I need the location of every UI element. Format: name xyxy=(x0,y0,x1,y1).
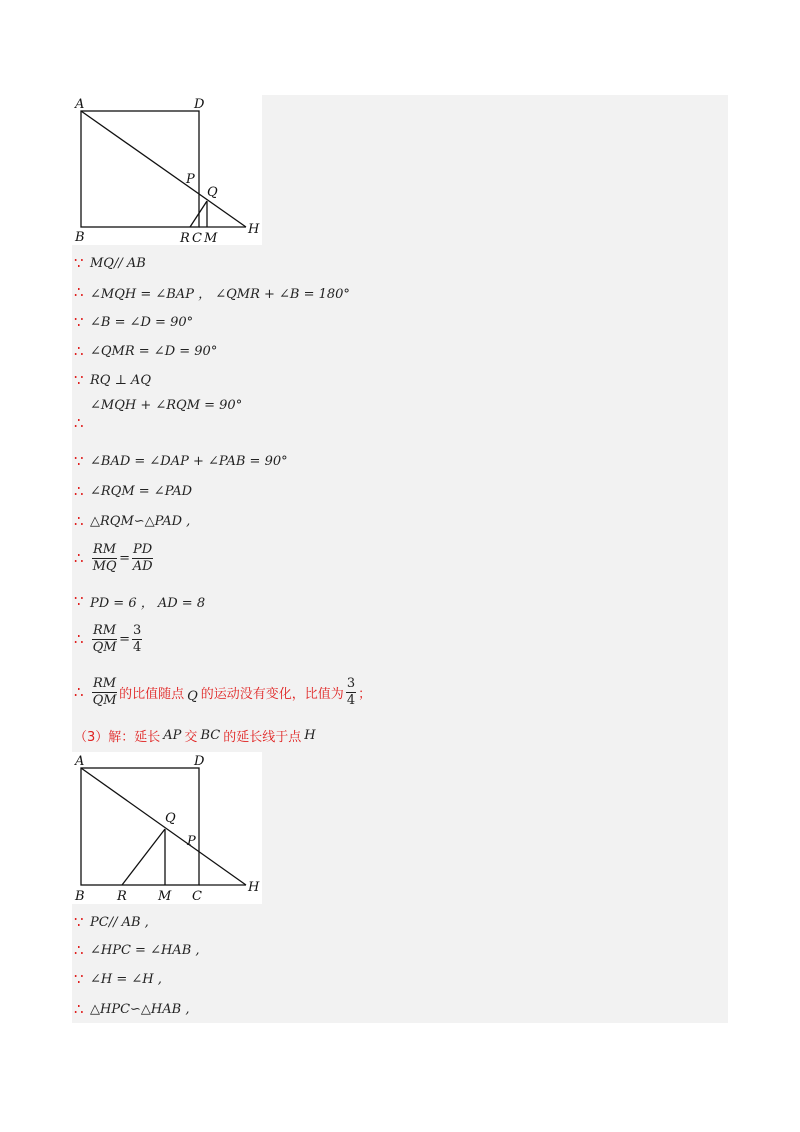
label-m: M xyxy=(204,231,218,245)
label-a: A xyxy=(75,754,85,769)
label-q: Q xyxy=(165,811,176,826)
step2-1 xyxy=(74,910,149,934)
because-symbol: ∵ xyxy=(74,913,84,931)
point-q: Q xyxy=(187,688,198,704)
therefore-symbol: ∴ xyxy=(74,1000,84,1018)
step-text: △RQM∽△PAD , xyxy=(90,513,191,529)
step-2 xyxy=(74,280,350,304)
label-h: H xyxy=(248,222,260,237)
label-p: P xyxy=(186,172,195,187)
step-5 xyxy=(74,368,151,392)
conclusion-text-1: 的比值随点 xyxy=(119,686,185,702)
label-r: R xyxy=(180,231,190,245)
line-ah xyxy=(81,111,246,227)
step-text: RQ ⊥ AQ xyxy=(90,372,151,388)
label-c: C xyxy=(192,889,202,904)
label-d: D xyxy=(194,754,205,769)
step-6 xyxy=(74,398,242,438)
because-symbol: ∵ xyxy=(74,592,84,610)
therefore-symbol: ∴ xyxy=(74,512,84,530)
step-text: ∠QMR = ∠D = 90° xyxy=(90,343,218,359)
step-4 xyxy=(74,339,217,363)
therefore-symbol: ∴ xyxy=(74,683,84,701)
figure-1-diagram xyxy=(72,95,262,245)
label-b: B xyxy=(75,230,85,245)
solution-page xyxy=(72,95,728,1023)
step2-2 xyxy=(74,938,200,962)
figure-2-diagram xyxy=(72,752,262,904)
step-7 xyxy=(74,449,288,473)
step-8 xyxy=(74,479,192,503)
line-qr xyxy=(122,829,165,885)
step-text: ∠H = ∠H , xyxy=(90,971,162,987)
label-r: R xyxy=(117,889,127,904)
because-symbol: ∵ xyxy=(74,452,84,470)
fraction-pd-ad: $\frac{PD}{AD}$ xyxy=(132,541,153,574)
step-text: ∠MQH = ∠BAP ， ∠QMR + ∠B = 180° xyxy=(90,286,350,302)
therefore-symbol: ∴ xyxy=(74,414,84,432)
label-p: P xyxy=(187,834,196,849)
fraction-rm-qm: $\frac{RM}{QM}$ xyxy=(92,675,117,708)
step-text: ∠B = ∠D = 90° xyxy=(90,314,194,330)
conclusion-text-3: ； xyxy=(358,686,372,702)
part-3-heading: （3）解：延长 AP 交 BC 的延长线于点 H xyxy=(74,727,316,745)
step-text: MQ// AB xyxy=(90,255,146,271)
conclusion-text-2: 的运动没有变化，比值为 xyxy=(200,686,344,702)
label-c: C xyxy=(192,231,202,245)
because-symbol: ∵ xyxy=(74,313,84,331)
because-symbol: ∵ xyxy=(74,371,84,389)
figure-2 xyxy=(72,752,262,904)
therefore-symbol: ∴ xyxy=(74,283,84,301)
therefore-symbol: ∴ xyxy=(74,342,84,360)
fraction-rm-qm: $\frac{RM}{QM}$ xyxy=(92,622,117,655)
step-text: △HPC∽△HAB , xyxy=(90,1001,190,1017)
step-text: ∠RQM = ∠PAD xyxy=(90,483,193,499)
label-d: D xyxy=(194,97,205,112)
step-13-conclusion xyxy=(74,673,371,711)
rectangle-abcd xyxy=(81,768,199,885)
label-q: Q xyxy=(207,185,218,200)
step-text: ∠MQH + ∠RQM = 90° xyxy=(90,398,243,413)
step-text: PC// AB , xyxy=(90,914,149,930)
fraction-3-4: $\frac{3}{4}$ xyxy=(133,622,142,655)
label-h: H xyxy=(248,880,260,895)
step-11 xyxy=(74,589,205,613)
fraction-rm-mq: $\frac{RM}{MQ}$ xyxy=(92,541,117,574)
step-text: PD = 6 ， AD = 8 xyxy=(90,595,206,611)
label-a: A xyxy=(75,97,85,112)
figure-1 xyxy=(72,95,262,245)
step-text: ∠HPC = ∠HAB , xyxy=(90,942,200,958)
step-3 xyxy=(74,310,193,334)
step-10: ∴ $\frac{RM}{MQ}$ = $\frac{PD}{AD}$ xyxy=(74,541,153,574)
label-m: M xyxy=(158,889,172,904)
step-text: ∠BAD = ∠DAP + ∠PAB = 90° xyxy=(90,453,288,469)
therefore-symbol: ∴ xyxy=(74,549,84,567)
step2-4 xyxy=(74,997,189,1021)
therefore-symbol: ∴ xyxy=(74,482,84,500)
step-1 xyxy=(74,251,146,275)
label-b: B xyxy=(75,889,85,904)
step-9 xyxy=(74,509,190,533)
line-ah xyxy=(81,768,246,885)
step-12: ∴ $\frac{RM}{QM}$ = $\frac{3}{4}$ xyxy=(74,622,142,655)
step2-3 xyxy=(74,967,162,991)
therefore-symbol: ∴ xyxy=(74,630,84,648)
rectangle-abcd xyxy=(81,111,199,227)
fraction-3-4: $\frac{3}{4}$ xyxy=(346,675,356,708)
therefore-symbol: ∴ xyxy=(74,941,84,959)
because-symbol: ∵ xyxy=(74,254,84,272)
because-symbol: ∵ xyxy=(74,970,84,988)
